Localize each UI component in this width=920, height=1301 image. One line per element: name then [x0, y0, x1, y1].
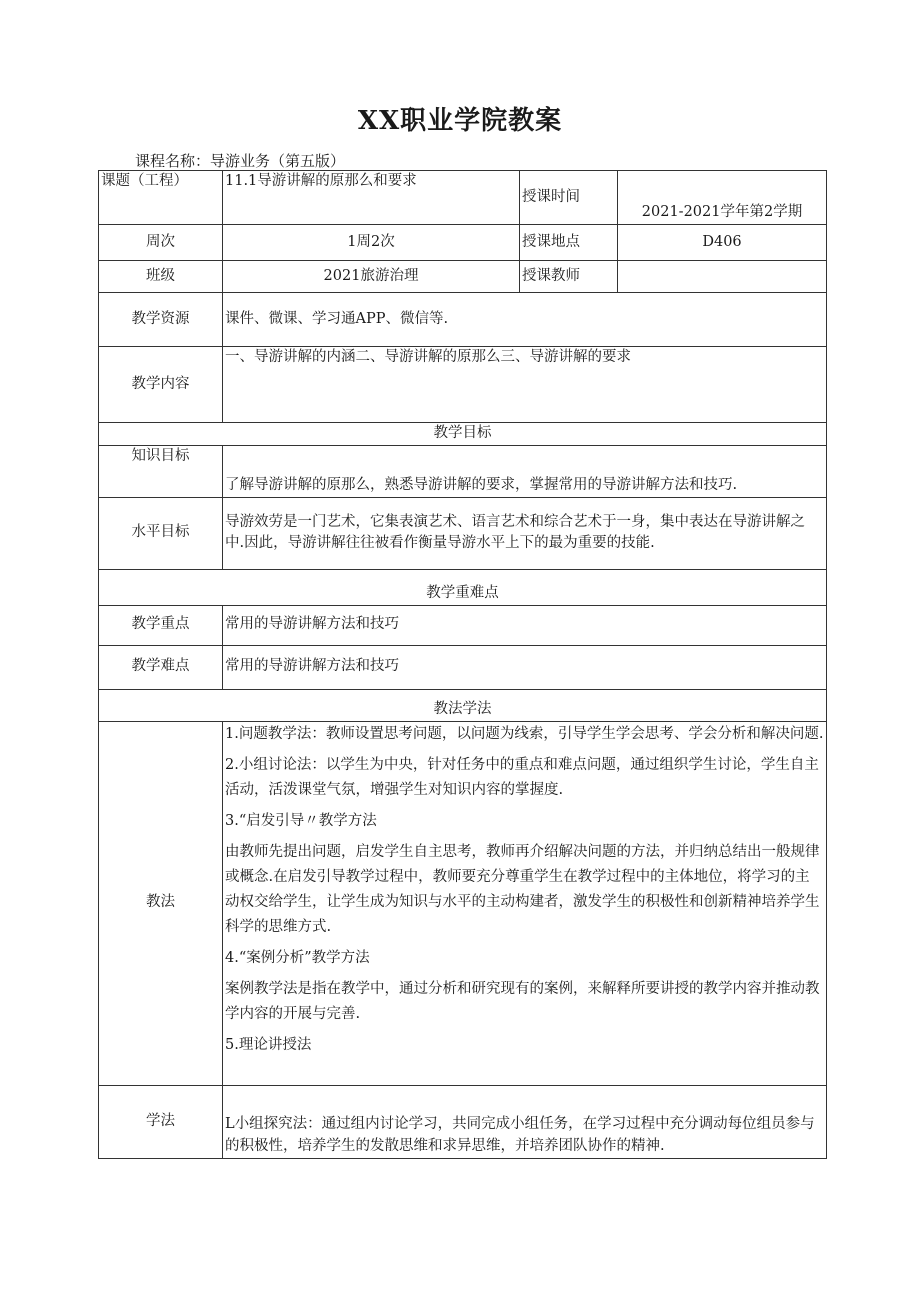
teaching-method-item: 4.“案例分析”教学方法	[225, 949, 370, 966]
teaching-methods-label: 教法	[99, 721, 223, 1085]
row-topic	[99, 171, 827, 225]
row-teaching-methods	[99, 721, 827, 1085]
methods-section-title: 教法学法	[99, 689, 827, 721]
ability-value: 导游效劳是一门艺术，它集表演艺术、语言艺术和综合艺术于一身，集中表达在导游讲解之中.因此，导游讲解往往被看作衡量导游水平上下的最为重要的技能.	[223, 497, 827, 569]
teaching-methods-list	[223, 721, 827, 1085]
ability-label: 水平目标	[99, 497, 223, 569]
row-hard-point	[99, 645, 827, 689]
time-label: 授课时间	[520, 171, 618, 225]
row-resources	[99, 293, 827, 347]
time-value: 2021-2021学年第2学期	[618, 171, 827, 225]
difficulty-section-title: 教学重难点	[99, 569, 827, 605]
course-name-value: 导游业务（第五版）	[210, 152, 346, 170]
row-content	[99, 347, 827, 423]
class-label: 班级	[99, 261, 223, 293]
teaching-method-item: 5.理论讲授法	[225, 1036, 312, 1053]
course-name-label: 课程名称：	[135, 152, 211, 170]
hard-point-value: 常用的导游讲解方法和技巧	[223, 645, 827, 689]
place-label: 授课地点	[520, 225, 618, 261]
row-ability	[99, 497, 827, 569]
row-week	[99, 225, 827, 261]
learning-methods-value: L小组探究法：通过组内讨论学习，共同完成小组任务，在学习过程中充分调动每位组员参与的积极性，培养学生的发散思维和求异思维，并培养团队协作的精神.	[223, 1085, 827, 1158]
row-difficulty-section	[99, 569, 827, 605]
class-value: 2021旅游治理	[223, 261, 520, 293]
row-knowledge	[99, 445, 827, 497]
topic-label: 课题（工程）	[99, 171, 223, 225]
content-label: 教学内容	[99, 347, 223, 423]
teaching-method-item: 案例教学法是指在教学中，通过分析和研究现有的案例，来解释所要讲授的教学内容并推动教学内容的开展与完善.	[225, 980, 820, 1022]
hard-point-label: 教学难点	[99, 645, 223, 689]
learning-methods-label: 学法	[99, 1085, 223, 1158]
row-goals-section	[99, 423, 827, 446]
topic-value: 11.1导游讲解的原那么和要求	[223, 171, 520, 225]
row-key-point	[99, 605, 827, 645]
teaching-method-item: 2.小组讨论法：以学生为中央，针对任务中的重点和难点问题，通过组织学生讨论，学生自主活动，活泼课堂气氛，增强学生对知识内容的掌握度.	[225, 756, 819, 798]
content-value: 一、导游讲解的内涵二、导游讲解的原那么三、导游讲解的要求	[223, 347, 827, 423]
course-name	[135, 150, 345, 171]
teacher-label: 授课教师	[520, 261, 618, 293]
resources-value: 课件、微课、学习通APP、微信等.	[223, 293, 827, 347]
week-label: 周次	[99, 225, 223, 261]
document-title: XX职业学院教案	[357, 106, 563, 136]
teaching-method-item: 3.“启发引导〃教学方法	[225, 812, 377, 829]
lesson-plan-table	[98, 170, 827, 1159]
knowledge-label: 知识目标	[99, 445, 223, 497]
key-point-label: 教学重点	[99, 605, 223, 645]
row-class	[99, 261, 827, 293]
teacher-value	[618, 261, 827, 293]
teaching-method-item: 由教师先提出问题，启发学生自主思考，教师再介绍解决问题的方法，并归纳总结出一般规律或概念.在启发引导教学过程中，教师要充分尊重学生在教学过程中的主体地位，将学习的主动权交给学生，让学生成为知识与水平的主动构建者，激发学生的积极性和创新精神培养学生科学的思维方式.	[225, 843, 820, 935]
teaching-method-item: 1.问题教学法：教师设置思考问题，以问题为线索，引导学生学会思考、学会分析和解决问题.	[225, 725, 824, 742]
week-value: 1周2次	[223, 225, 520, 261]
key-point-value: 常用的导游讲解方法和技巧	[223, 605, 827, 645]
place-value: D406	[618, 225, 827, 261]
row-learning-methods	[99, 1085, 827, 1158]
knowledge-value: 了解导游讲解的原那么，熟悉导游讲解的要求，掌握常用的导游讲解方法和技巧.	[223, 445, 827, 497]
goals-section-title: 教学目标	[99, 423, 827, 446]
row-methods-section	[99, 689, 827, 721]
resources-label: 教学资源	[99, 293, 223, 347]
